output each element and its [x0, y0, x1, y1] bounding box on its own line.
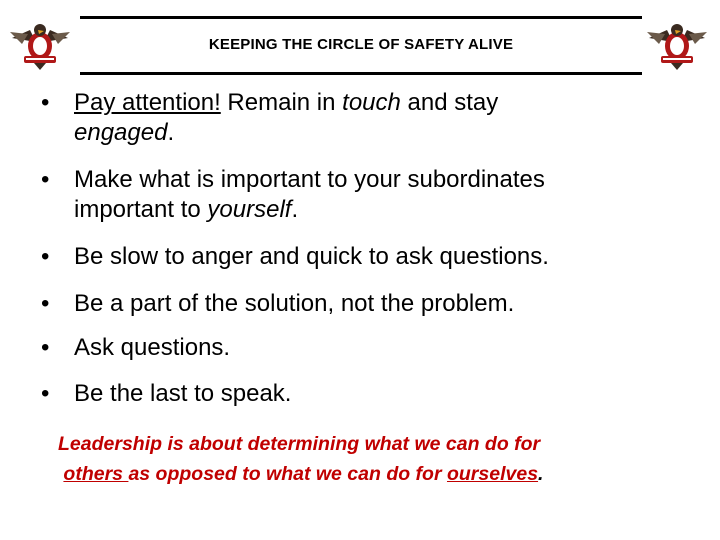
list-item — [0, 165, 720, 225]
quote-line-1: Leadership is about determining what we can do for — [58, 433, 541, 455]
leadership-quote — [58, 429, 678, 489]
bullet-text: Remain in — [220, 89, 343, 116]
eagle-emblem-icon — [8, 16, 72, 72]
title-rule-bottom — [80, 72, 642, 75]
bullet-text: and stay — [400, 89, 499, 116]
ourselves-emphasis: ourselves — [446, 463, 539, 485]
bullet-dot: • — [41, 380, 50, 407]
bullet-text: important to — [74, 196, 208, 223]
bullet-dot: • — [41, 243, 50, 270]
touch-emphasis: touch — [342, 89, 401, 116]
bullet-dot: • — [41, 166, 50, 193]
bullet-text: . — [291, 196, 299, 223]
page-title: KEEPING THE CIRCLE OF SAFETY ALIVE — [208, 36, 514, 53]
list-item — [0, 379, 720, 409]
title-rule-top — [80, 16, 642, 19]
yourself-emphasis: yourself — [207, 196, 292, 223]
eagle-emblem-icon — [645, 16, 709, 72]
quote-text: as opposed to what we can do for — [128, 463, 447, 485]
pay-attention-text: Pay attention! — [74, 89, 221, 116]
list-item — [0, 289, 720, 319]
bullet-text: Make what is important to your subordinates — [74, 166, 545, 193]
quote-line-2 — [58, 459, 678, 489]
bullet-list — [0, 88, 720, 409]
bullet-dot: • — [41, 290, 50, 317]
bullet-text: Be a part of the solution, not the problem. — [74, 290, 515, 317]
bullet-text: . — [167, 119, 175, 146]
bullet-text: Be the last to speak. — [74, 380, 292, 407]
bullet-text: Be slow to anger and quick to ask questions. — [74, 243, 549, 270]
quote-period: . — [538, 463, 544, 485]
others-emphasis: others — [63, 463, 129, 485]
list-item — [0, 242, 720, 272]
bullet-dot: • — [41, 89, 50, 116]
engaged-emphasis: engaged — [74, 119, 168, 146]
bullet-text: Ask questions. — [74, 334, 231, 361]
list-item — [0, 333, 720, 363]
bullet-dot: • — [41, 334, 50, 361]
list-item — [0, 88, 720, 148]
